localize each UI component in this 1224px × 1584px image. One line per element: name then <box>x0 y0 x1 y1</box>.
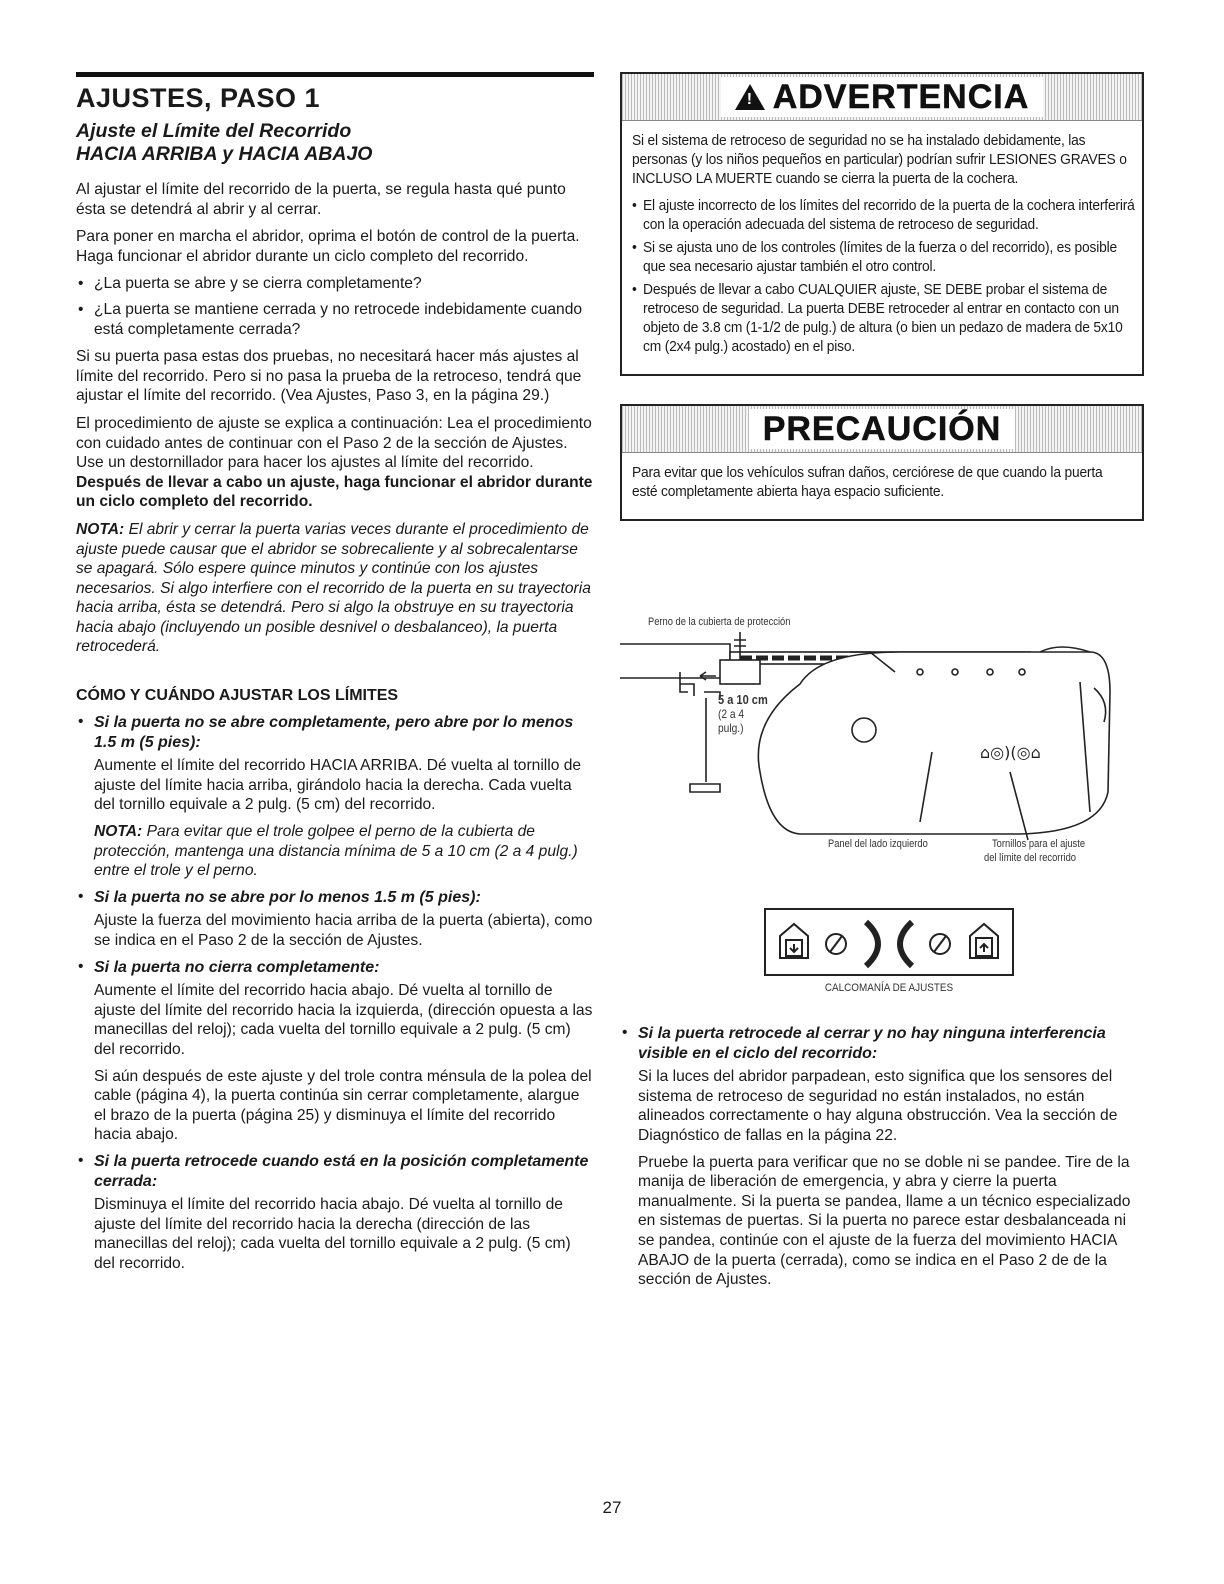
caution-header <box>622 406 1142 453</box>
warning-item: • Después de llevar a cabo CUALQUIER ajuste, SE DEBE probar el sistema de retroceso de seguridad. La puerta DEBE retroceder al entrar en contacto con un objeto de 3.8 cm (1-1/2 de pulg.) de altura (o bien un pedazo de madera de 5x10 cm (2x4 pulg.) acostado) en el piso. <box>632 280 1140 356</box>
intro-paragraph-2: Para poner en marcha el abridor, oprima el botón de control de la puerta. Haga funcionar el abridor durante un ciclo completo del recorrido. <box>76 228 580 265</box>
caution-body <box>622 453 1142 519</box>
question-item: • ¿La puerta se abre y se cierra completamente? <box>76 274 594 294</box>
warning-item: • El ajuste incorrecto de los límites del recorrido de la puerta de la cochera interferirá con la operación adecuada del sistema de retroceso de seguridad. <box>632 196 1140 234</box>
case-1-title: • Si la puerta no se abre completamente, pero abre por lo menos 1.5 m (5 pies): <box>94 714 574 751</box>
bolt-label: Perno de la cubierta de protección <box>648 616 791 628</box>
case-3-text-2: Si aún después de este ajuste y del trole contra ménsula de la polea del cable (página 4), la puerta continúa sin cerrar completamente, alargue el brazo de la puerta (página 25) y disminuya el límite del recorrido hacia abajo. <box>94 1067 592 1144</box>
case-5-title: • Si la puerta retrocede al cerrar y no hay ninguna interferencia visible en el ciclo del recorrido: <box>638 1025 1106 1062</box>
opener-figure <box>620 612 1144 912</box>
nota-label: NOTA: <box>76 520 125 538</box>
panel-label: Panel del lado izquierdo <box>828 838 928 850</box>
case-3-title: • Si la puerta no cierra completamente: <box>94 958 380 976</box>
subheading-line1: Ajuste el Límite del Recorrido <box>76 120 352 142</box>
nota-text: El abrir y cerrar la puerta varias veces durante el procedimiento de ajuste puede causar que el abridor se sobrecaliente y al sobrecalentarse se apagará. Sólo espere quince minutos y continúe con los ajustes necesarios. Si algo interfiere con el recorrido de la puerta en su trayectoria hacia arriba, ésta se detendrá. Pero si algo la obstruye en su trayectoria hacia abajo (incluyendo un posible desnivel o desbalanceo), la puerta retrocederá. <box>76 520 591 656</box>
page-heading: AJUSTES, PASO 1 <box>76 83 321 113</box>
right-column <box>620 72 1144 521</box>
distance-label-2: (2 a 4 <box>718 707 745 721</box>
distance-label-1: 5 a 10 cm <box>718 692 768 707</box>
warning-list <box>632 196 1135 356</box>
heading-rule <box>76 72 594 77</box>
intro-paragraph-4 <box>76 414 594 512</box>
case-2 <box>76 888 594 951</box>
decal-label: CALCOMANÍA DE AJUSTES <box>824 982 954 994</box>
warning-box <box>620 72 1144 376</box>
case-3-text-1: Aumente el límite del recorrido hacia abajo. Dé vuelta al tornillo de ajuste del límite del recorrido hacia la izquierda, (dirección opuesta a las manecillas del reloj); cada vuelta del tornillo equivale a 2 pulg. (5 cm) del recorrido. <box>94 982 593 1058</box>
warning-triangle-icon: ! <box>735 84 765 110</box>
intro-paragraph-3: Si su puerta pasa estas dos pruebas, no necesitará hacer más ajustes al límite del recorrido. Pero si no pasa la prueba de la retroceso, tendrá que ajustar el límite del recorrido. (Vea Ajustes, Paso 3, en la página 29.) <box>76 348 582 405</box>
decal-figure <box>764 908 1014 994</box>
housing-decal-icon: ⌂◎)(◎⌂ <box>980 743 1041 762</box>
warning-label: ADVERTENCIA <box>772 77 1030 116</box>
warning-body <box>622 121 1142 374</box>
intro-paragraph-4-bold: Después de llevar a cabo un ajuste, haga funcionar el abridor durante un ciclo completo del recorrido. <box>76 473 593 511</box>
como-title: CÓMO Y CUÁNDO AJUSTAR LOS LÍMITES <box>76 687 399 705</box>
left-column <box>76 72 594 1281</box>
case-4-title: • Si la puerta retrocede cuando está en la posición completamente cerrada: <box>94 1152 589 1190</box>
question-item: • ¿La puerta se mantiene cerrada y no retrocede indebidamente cuando está completamente cerrada? <box>76 300 594 339</box>
opener-illustration <box>620 612 1144 912</box>
case-4-text: Disminuya el límite del recorrido hacia abajo. Dé vuelta al tornillo de ajuste del límite del recorrido hacia la derecha (dirección de las manecillas del reloj); cada vuelta del tornillo equivale a 2 pulg. (5 cm) del recorrido. <box>94 1196 571 1272</box>
decal-box <box>764 908 1014 976</box>
case-2-text: Ajuste la fuerza del movimiento hacia arriba de la puerta (abierta), como se indica en el Paso 2 de la sección de Ajustes. <box>94 912 593 949</box>
case-1-text: Aumente el límite del recorrido HACIA ARRIBA. Dé vuelta al tornillo de ajuste del límite hacia arriba, girándolo hacia la derecha. Cada vuelta del tornillo equivale a 2 pulg. (5 cm) del recorrido. <box>94 757 582 814</box>
intro-paragraph-4-text: El procedimiento de ajuste se explica a continuación: Lea el procedimiento con cuidado antes de continuar con el Paso 2 de la sección de Ajustes. Use un destornillador para hacer los ajustes al límite del recorrido. <box>76 414 592 472</box>
distance-label-3: pulg.) <box>718 721 744 735</box>
warning-text: Si el sistema de retroceso de seguridad no se ha instalado debidamente, las personas (y los niños pequeños en particular) podrían sufrir LESIONES GRAVES o INCLUSO LA MUERTE cuando se cierra la puerta de la cochera. <box>632 132 1127 187</box>
subheading-line2: HACIA ARRIBA y HACIA ABAJO <box>76 143 373 165</box>
caution-text: Para evitar que los vehículos sufran daños, cerciórese de que cuando la puerta esté completamente abierta haya espacio suficiente. <box>632 464 1103 500</box>
warning-header <box>622 74 1142 121</box>
case-5 <box>620 1024 1144 1297</box>
warning-item: • Si se ajusta uno de los controles (límites de la fuerza o del recorrido), es posible que sea necesario ajustar también el otro control. <box>632 238 1140 276</box>
case-1 <box>76 713 594 881</box>
intro-paragraph-1: Al ajustar el límite del recorrido de la puerta, se regula hasta qué punto ésta se detendrá al abrir y al cerrar. <box>76 181 566 218</box>
case-5-text-1: Si la luces del abridor parpadean, esto significa que los sensores del sistema de retroceso de seguridad no están instalados, no están alineados correctamente o hay alguna obstrucción. Vea la sección de Diagnóstico de fallas en la página 22. <box>638 1068 1118 1144</box>
screws-label-1: Tornillos para el ajuste <box>992 838 1086 850</box>
screws-label-2: del límite del recorrido <box>984 852 1076 864</box>
nota-paragraph <box>76 520 594 657</box>
case-1-nota-text: Para evitar que el trole golpee el perno de la cubierta de protección, mantenga una distancia mínima de 5 a 10 cm (2 a 4 pulg.) entre el trole y el perno. <box>94 823 578 880</box>
case-5-text-2: Pruebe la puerta para verificar que no se doble ni se pandee. Tire de la manija de liberación de emergencia, y abra y cierre la puerta manualmente. Si la puerta se pandea, llame a un técnico especializado en sistemas de puertas. Si la puerta no parece estar desbalanceada ni se pandea, continúe con el ajuste de la fuerza del movimiento HACIA ABAJO de la puerta (cerrada), como se indica en el Paso 2 de de la sección de Ajustes. <box>638 1153 1131 1289</box>
caution-label: PRECAUCIÓN <box>762 409 1002 448</box>
question-list <box>76 274 594 339</box>
case-4 <box>76 1152 594 1274</box>
decal-adjust-icon <box>774 914 1004 970</box>
case-2-title: • Si la puerta no se abre por lo menos 1.5 m (5 pies): <box>94 888 481 906</box>
page-number: 27 <box>602 1498 622 1517</box>
case-1-nota-label: NOTA: <box>94 823 143 841</box>
case-3 <box>76 958 594 1145</box>
caution-box <box>620 404 1144 521</box>
case-1-nota <box>94 822 594 881</box>
